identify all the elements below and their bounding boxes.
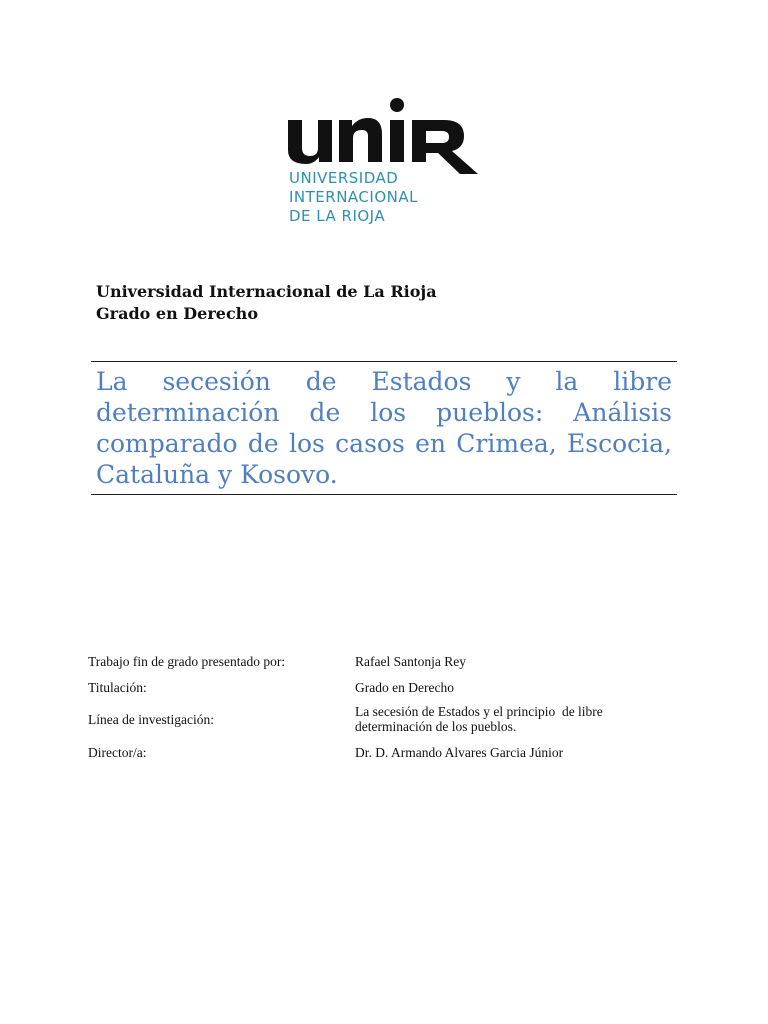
research-line-value-line-2: determinación de los pueblos. (355, 719, 517, 734)
university-logo (284, 96, 494, 228)
document-title: La secesión de Estados y la libre determinación de los pueblos: Análisis comparado de los casos en Crimea, Escocia, Cataluña y Kosovo. (96, 367, 672, 489)
research-line-value-line-1: La secesión de Estados y el principio de libre (355, 704, 603, 719)
institution-header (96, 281, 437, 325)
director-label: Director/a: (88, 745, 147, 760)
degree-name: Grado en Derecho (96, 304, 258, 323)
institution-name: Universidad Internacional de La Rioja (96, 282, 437, 301)
logo-text-line-1: UNIVERSIDAD (289, 169, 399, 187)
logo-text-line-2: INTERNACIONAL (289, 188, 418, 206)
author-label: Trabajo fin de grado presentado por: (88, 654, 286, 669)
logo-text-line-3: DE LA RIOJA (289, 207, 386, 225)
author-value: Rafael Santonja Rey (355, 654, 466, 669)
director-value: Dr. D. Armando Alvares Garcia Júnior (355, 745, 564, 760)
title-top-rule (91, 361, 677, 362)
degree-label: Titulación: (88, 680, 147, 695)
unir-wordmark (284, 96, 484, 176)
degree-value: Grado en Derecho (355, 680, 454, 695)
title-bottom-rule (91, 494, 677, 495)
research-line-value (355, 704, 665, 734)
research-line-label: Línea de investigación: (88, 712, 214, 727)
